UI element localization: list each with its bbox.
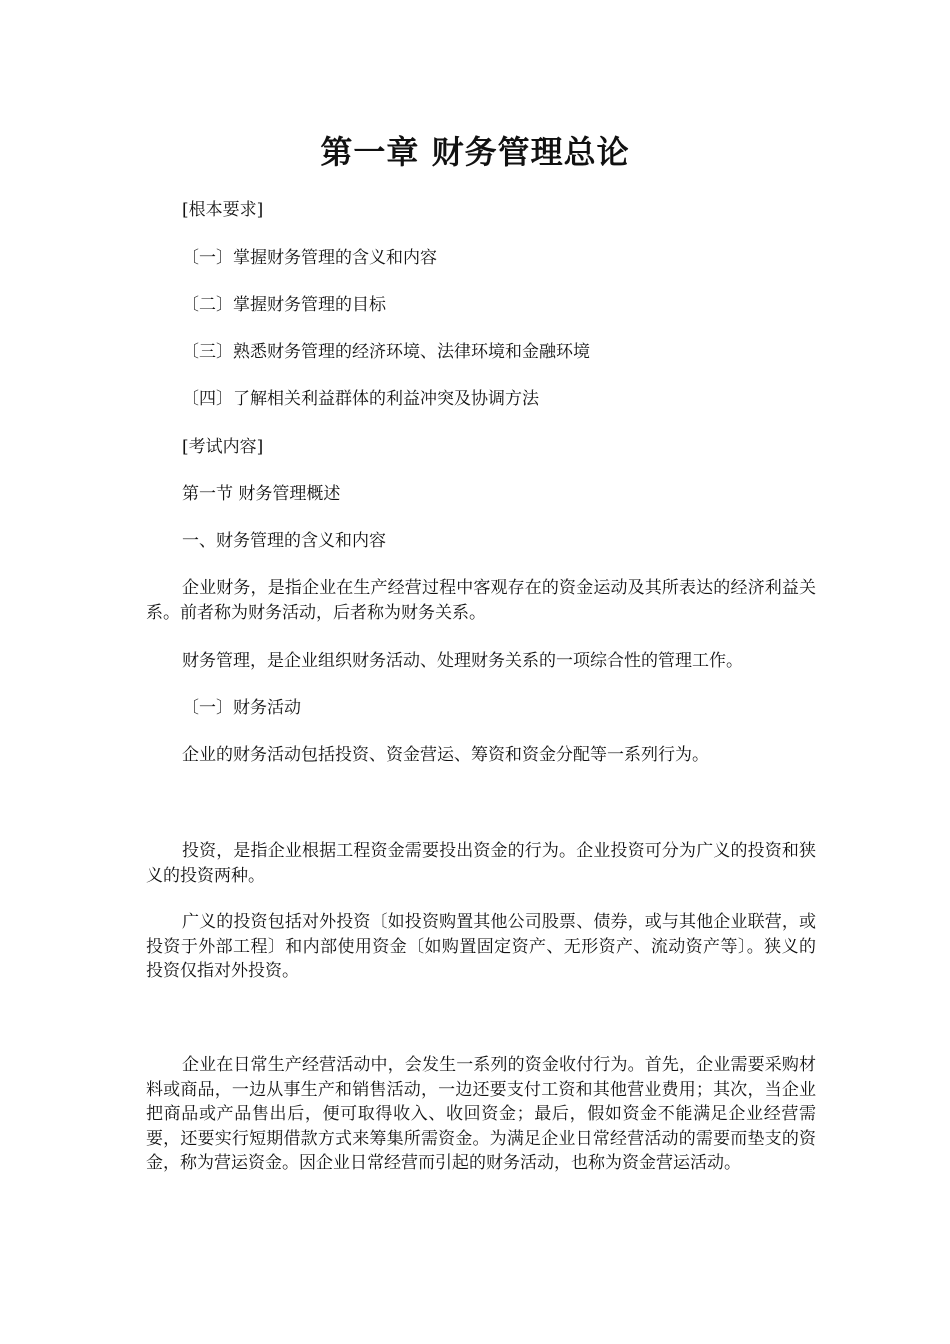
requirement-item-1: 〔一〕掌握财务管理的含义和内容	[182, 248, 437, 268]
chapter-title: 第一章 财务管理总论	[320, 133, 630, 171]
requirements-header: [根本要求]	[182, 200, 264, 220]
requirement-item-2: 〔二〕掌握财务管理的目标	[182, 295, 386, 315]
subheading-financial-activities: 〔一〕财务活动	[182, 698, 301, 718]
requirement-item-3: 〔三〕熟悉财务管理的经济环境、法律环境和金融环境	[182, 342, 590, 362]
paragraph-financial-management: 财务管理，是企业组织财务活动、处理财务关系的一项综合性的管理工作。	[182, 651, 743, 671]
paragraph-enterprise-finance: 企业财务，是指企业在生产经营过程中客观存在的资金运动及其所表达的经济利益关系。前者称为财务活动，后者称为财务关系。	[146, 578, 816, 623]
requirement-item-4: 〔四〕了解相关利益群体的利益冲突及协调方法	[182, 389, 539, 409]
paragraph-investment: 投资，是指企业根据工程资金需要投出资金的行为。企业投资可分为广义的投资和狭义的投资两种。	[146, 841, 816, 886]
paragraph-operating-funds: 企业在日常生产经营活动中，会发生一系列的资金收付行为。首先，企业需要采购材料或商品，一边从事生产和销售活动，一边还要支付工资和其他营业费用；其次，当企业把商品或产品售出后，便可取得收入、收回资金；最后，假如资金不能满足企业经营需要，还要实行短期借款方式来筹集所需资金。为满足企业日常经营活动的需要而垫支的资金，称为营运资金。因企业日常经营而引起的财务活动，也称为资金营运活动。	[146, 1055, 816, 1173]
subsection-title: 一、财务管理的含义和内容	[182, 531, 386, 551]
section-title: 第一节 财务管理概述	[182, 484, 341, 504]
paragraph-activities-list: 企业的财务活动包括投资、资金营运、筹资和资金分配等一系列行为。	[182, 745, 709, 765]
content-header: [考试内容]	[182, 437, 264, 457]
paragraph-broad-investment: 广义的投资包括对外投资〔如投资购置其他公司股票、债券，或与其他企业联营，或投资于外部工程〕和内部使用资金〔如购置固定资产、无形资产、流动资产等〕。狭义的投资仅指对外投资。	[146, 912, 816, 981]
